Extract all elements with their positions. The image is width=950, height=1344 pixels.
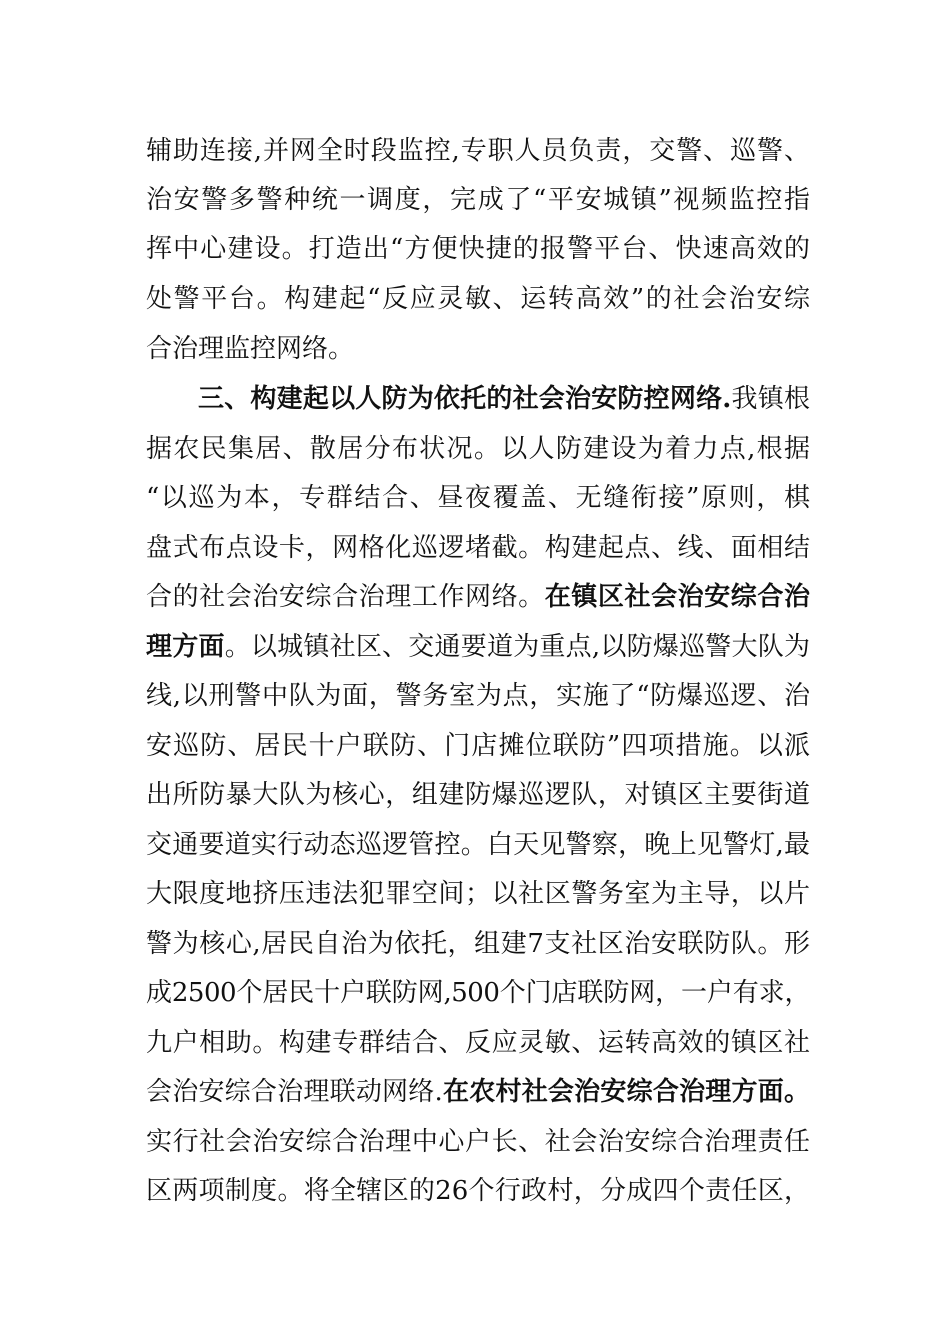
text-line-3 xyxy=(146,229,810,269)
text-segment: 盘式布点设卡，网格化巡逻堵截。构建起点、线、面相结 xyxy=(146,533,810,563)
text-segment: 我镇根 xyxy=(731,384,810,414)
bold-subheading: 在农村社会治安综合治理方面。 xyxy=(442,1077,810,1107)
text-line-16 xyxy=(146,874,810,914)
text-line-10 xyxy=(146,577,810,617)
text-segment: 据农民集居、散居分布状况。以人防建设为着力点,根据 xyxy=(146,434,810,464)
section-heading: 三、构建起以人防为依托的社会治安防控网络. xyxy=(198,384,732,414)
text-segment: 九户相助。构建专群结合、反应灵敏、运转高效的镇区社 xyxy=(146,1028,810,1058)
text-segment: 。以城镇社区、交通要道为重点,以防爆巡警大队为 xyxy=(224,632,810,662)
bold-subheading: 在镇区社会治安综合治 xyxy=(544,582,810,612)
text-segment: 大限度地挤压违法犯罪空间；以社区警务室为主导，以片 xyxy=(146,879,810,909)
text-line-7 xyxy=(146,429,810,469)
text-line-21 xyxy=(146,1122,810,1162)
text-line-14 xyxy=(146,775,810,815)
text-segment: 辅助连接,并网全时段监控,专职人员负责，交警、巡警、 xyxy=(146,136,810,166)
text-segment: 会治安综合治理联动网络. xyxy=(146,1077,443,1107)
text-segment: 成2500个居民十户联防网,500个门店联防网，一户有求， xyxy=(146,978,810,1008)
text-segment: 线,以刑警中队为面，警务室为点，实施了“防爆巡逻、治 xyxy=(146,681,810,711)
text-line-9 xyxy=(146,528,810,568)
text-segment: 处警平台。构建起“反应灵敏、运转高效”的社会治安综 xyxy=(146,284,810,314)
text-line-12 xyxy=(146,676,810,716)
text-line-8 xyxy=(146,478,810,518)
text-line-15 xyxy=(146,825,810,865)
text-segment: 警为核心,居民自治为依托，组建7支社区治安联防队。形 xyxy=(146,929,810,959)
bold-subheading: 理方面 xyxy=(146,632,225,662)
text-segment: 交通要道实行动态巡逻管控。白天见警察，晚上见警灯,最 xyxy=(146,830,810,860)
text-segment: 实行社会治安综合治理中心户长、社会治安综合治理责任 xyxy=(146,1127,810,1157)
text-segment: 治安警多警种统一调度，完成了“平安城镇”视频监控指 xyxy=(146,185,810,215)
text-line-4 xyxy=(146,279,810,319)
text-line-2 xyxy=(146,180,810,220)
text-line-18 xyxy=(146,973,810,1013)
text-line-22 xyxy=(146,1171,810,1211)
text-segment: 区两项制度。将全辖区的26个行政村，分成四个责任区， xyxy=(146,1176,810,1206)
text-segment: 安巡防、居民十户联防、门店摊位联防”四项措施。以派 xyxy=(146,731,810,761)
text-line-20 xyxy=(146,1072,810,1112)
text-line-17 xyxy=(146,924,810,964)
text-segment: “以巡为本，专群结合、昼夜覆盖、无缝衔接”原则，棋 xyxy=(146,483,810,513)
text-segment: 挥中心建设。打造出“方便快捷的报警平台、快速高效的 xyxy=(146,234,810,264)
text-segment: 合的社会治安综合治理工作网络。 xyxy=(146,582,545,612)
text-segment: 合治理监控网络。 xyxy=(146,334,355,364)
text-segment: 出所防暴大队为核心，组建防爆巡逻队，对镇区主要街道 xyxy=(146,780,810,810)
text-line-19 xyxy=(146,1023,810,1063)
text-line-5 xyxy=(146,329,810,369)
section-heading-line xyxy=(198,379,810,419)
text-line-1 xyxy=(146,131,810,171)
text-line-11 xyxy=(146,627,810,667)
text-line-13 xyxy=(146,726,810,766)
